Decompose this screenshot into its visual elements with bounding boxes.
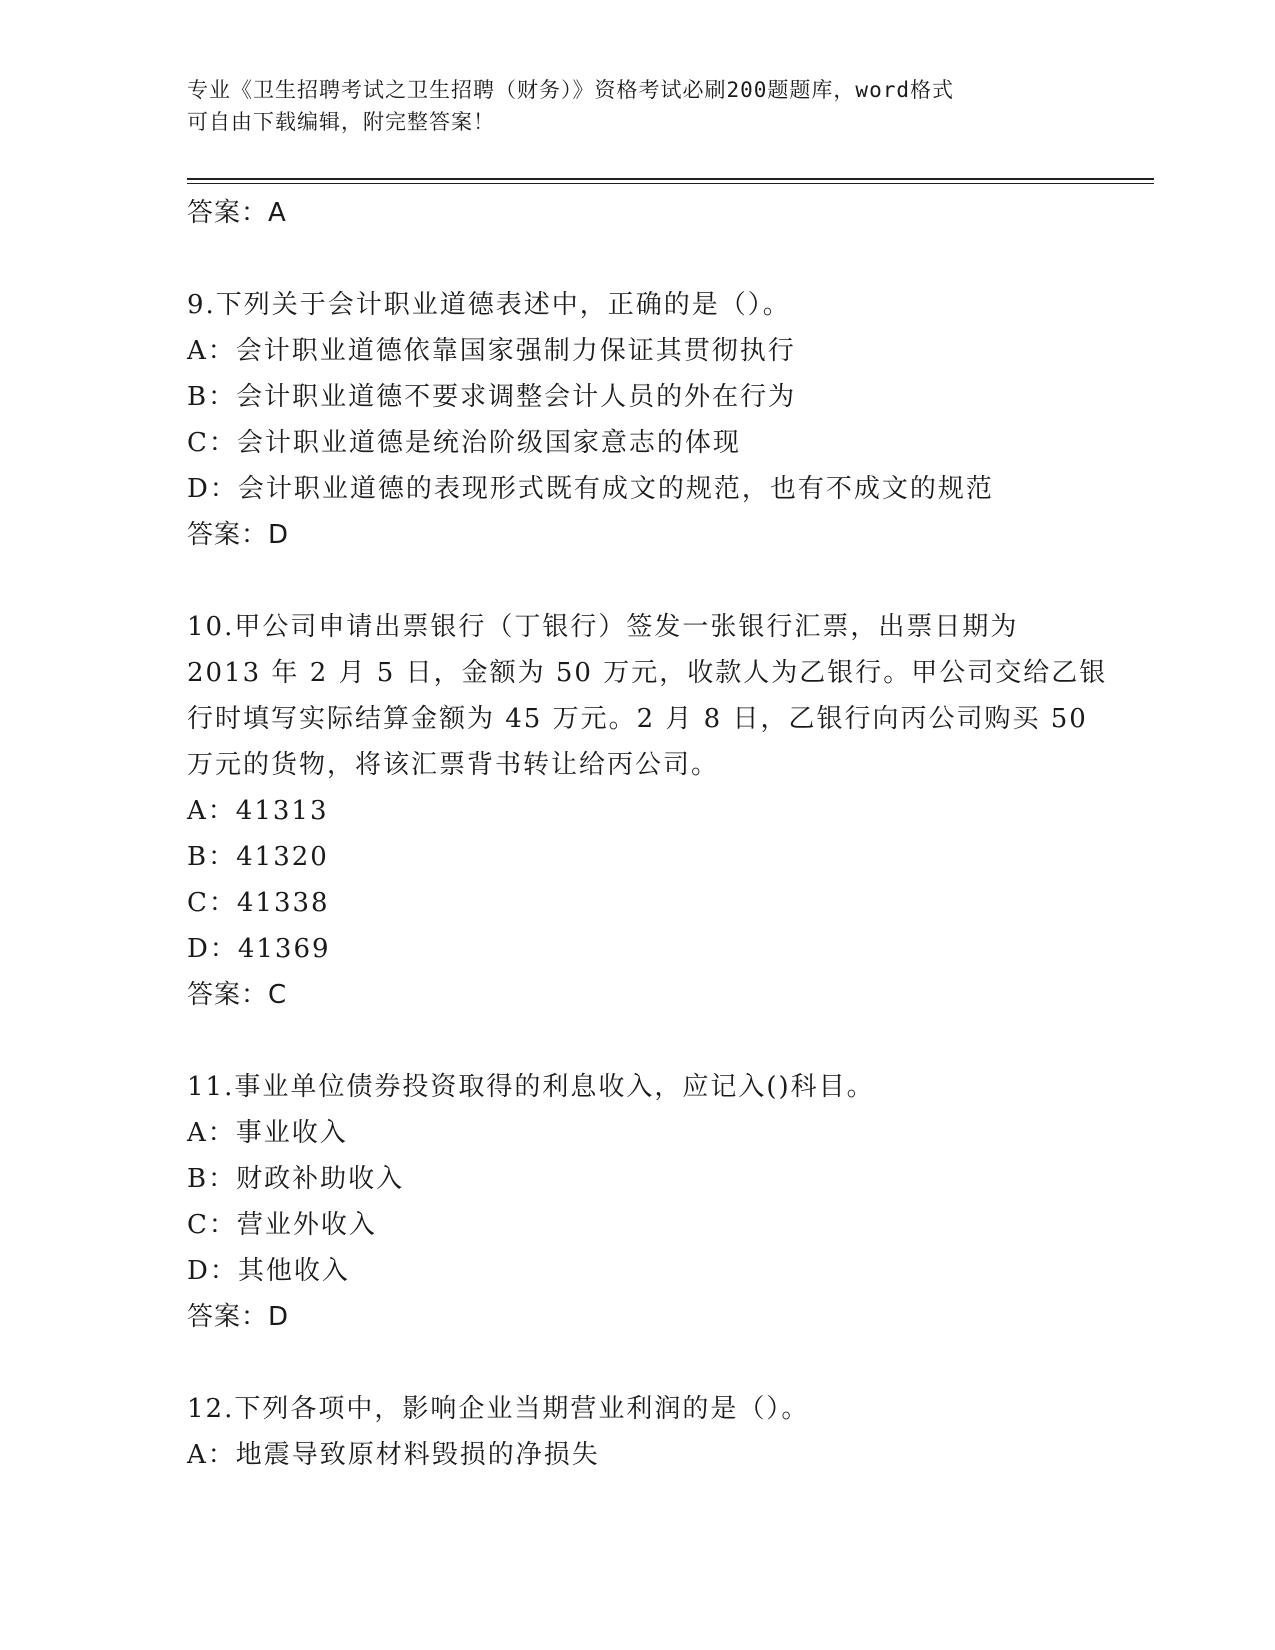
header-line-2: 可自由下载编辑，附完整答案！ bbox=[187, 110, 495, 134]
document-header bbox=[187, 74, 1087, 138]
answer-line: 答案：C bbox=[187, 980, 288, 1010]
option-c: C：营业外收入 bbox=[187, 1210, 377, 1240]
header-line-1: 专业《卫生招聘考试之卫生招聘（财务）》资格考试必刷200题题库，word格式 bbox=[187, 78, 954, 102]
option-c: C：41338 bbox=[187, 888, 330, 918]
option-b: B：会计职业道德不要求调整会计人员的外在行为 bbox=[187, 382, 797, 412]
question-text: 行时填写实际结算金额为 45 万元。2 月 8 日，乙银行向丙公司购买 50 bbox=[187, 704, 1088, 734]
option-a: A：事业收入 bbox=[187, 1118, 348, 1148]
option-d: D：其他收入 bbox=[187, 1256, 350, 1286]
option-c: C：会计职业道德是统治阶级国家意志的体现 bbox=[187, 428, 741, 458]
option-b: B：财政补助收入 bbox=[187, 1164, 405, 1194]
option-a: A：会计职业道德依靠国家强制力保证其贯彻执行 bbox=[187, 336, 796, 366]
question-text: 2013 年 2 月 5 日，金额为 50 万元，收款人为乙银行。甲公司交给乙银 bbox=[187, 658, 1108, 688]
option-a: A：41313 bbox=[187, 796, 329, 826]
question-block-9 bbox=[187, 282, 1087, 558]
question-block-10 bbox=[187, 604, 1108, 1018]
question-block-11 bbox=[187, 1064, 1087, 1340]
option-b: B：41320 bbox=[187, 842, 329, 872]
question-text: 9.下列关于会计职业道德表述中，正确的是（）。 bbox=[187, 290, 791, 320]
question-content bbox=[187, 190, 1108, 1478]
option-d: D：会计职业道德的表现形式既有成文的规范，也有不成文的规范 bbox=[187, 474, 994, 504]
answer-line: 答案：D bbox=[187, 520, 290, 550]
header-rule-thin bbox=[187, 183, 1154, 184]
answer-line: 答案：D bbox=[187, 1302, 290, 1332]
question-text: 12.下列各项中，影响企业当期营业利润的是（）。 bbox=[187, 1394, 810, 1424]
question-text: 10.甲公司申请出票银行（丁银行）签发一张银行汇票，出票日期为 bbox=[187, 612, 1019, 642]
question-block-12 bbox=[187, 1386, 1087, 1478]
answer-line: 答案：A bbox=[187, 198, 287, 228]
option-d: D：41369 bbox=[187, 934, 331, 964]
question-text: 11.事业单位债券投资取得的利息收入，应记入()科目。 bbox=[187, 1072, 875, 1102]
question-text: 万元的货物，将该汇票背书转让给丙公司。 bbox=[187, 750, 720, 780]
header-rule-thick bbox=[187, 178, 1154, 180]
option-a: A：地震导致原材料毁损的净损失 bbox=[187, 1440, 600, 1470]
